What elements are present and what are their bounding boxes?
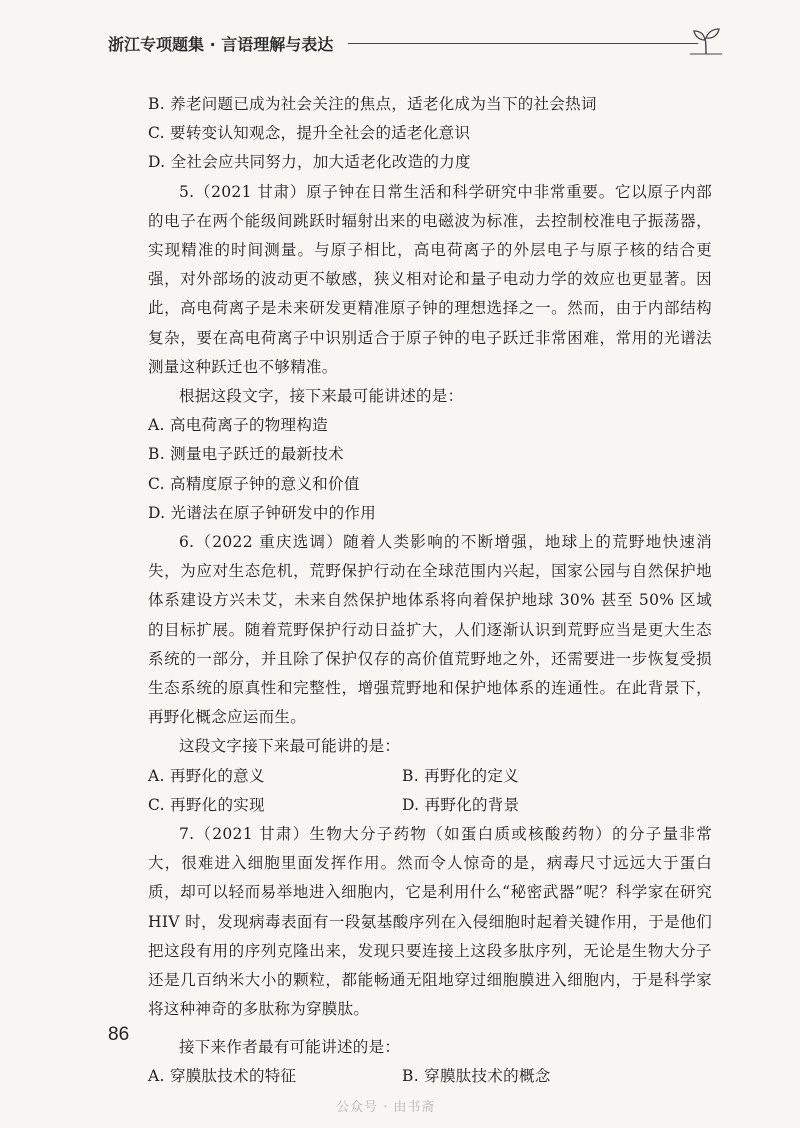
q6-options-row-1 [148,762,712,791]
q5-question: 根据这段文字，接下来最可能讲述的是： [179,387,464,406]
q6-option-b: B. 再野化的定义 [402,766,519,785]
q7-passage: 7.（2021 甘肃）生物大分子药物（如蛋白质或核酸药物）的分子量非常大，很难进入细胞里面发挥作用。然而令人惊奇的是，病毒尺寸远远大于蛋白质，却可以轻而易举地进入细胞内，它是利用什么“秘密武器”呢？科学家在研究 HIV 时，发现病毒表面有一段氨基酸序列在入侵细胞时起着关键作用，于是他们把这段有用的序列克隆出来，发现只要连接上这段多肽序列，无论是生物大分子还是几百纳米大小的颗粒，都能畅通无阻地穿过细胞膜进入细胞内，于是科学家将这种神奇的多肽称为穿膜肽。 [148,825,712,1019]
page-number: 86 [108,1024,130,1045]
q5-option-b: B. 测量电子跃迁的最新技术 [148,445,344,464]
watermark: 公众号 · 由书斋 [336,1100,436,1115]
q6-options-row-2 [148,791,712,820]
prev-option-d: D. 全社会应共同努力，加大适老化改造的力度 [148,153,471,172]
q5-option-d: D. 光谱法在原子钟研发中的作用 [148,503,377,522]
running-header [108,30,718,60]
q7-option-a: A. 穿膜肽技术的特征 [148,1066,297,1085]
q5-passage: 5.（2021 甘肃）原子钟在日常生活和科学研究中非常重要。它以原子内部的电子在两个能级间跳跃时辐射出来的电磁波为标准，去控制校准电子振荡器，实现精准的时间测量。与原子相比，高电荷离子的外层电子与原子核的结合更强，对外部场的波动更不敏感，狭义相对论和量子电动力学的效应也更显著。因此，高电荷离子是未来研发更精准原子钟的理想选择之一。然而，由于内部结构复杂，要在高电荷离子中识别适合于原子钟的电子跃迁非常困难，常用的光谱法测量这种跃迁也不够精准。 [148,182,712,376]
header-title: 浙江专项题集 · 言语理解与表达 [108,35,334,54]
sprout-icon [686,20,726,60]
page-content [148,90,712,1091]
prev-option-c: C. 要转变认知观念，提升全社会的适老化意识 [148,124,471,143]
header-rule [348,43,698,44]
q6-option-a: A. 再野化的意义 [148,766,265,785]
q6-question: 这段文字接下来最可能讲的是： [179,737,401,756]
prev-option-b: B. 养老问题已成为社会关注的焦点，适老化成为当下的社会热词 [148,95,597,113]
q6-passage: 6.（2022 重庆选调）随着人类影响的不断增强，地球上的荒野地快速消失，为应对生态危机，荒野保护行动在全球范围内兴起，国家公园与自然保护地体系建设方兴未艾，未来自然保护地体系将向着保护地球 30% 甚至 50% 区域的目标扩展。随着荒野保护行动日益扩大，人们逐渐认识到荒野应当是更大生态系统的一部分，并且除了保护仅存的高价值荒野地之外，还需要进一步恢复受损生态系统的原真性和完整性，增强荒野地和保护地体系的连通性。在此背景下，再野化概念应运而生。 [148,533,712,727]
q7-options-row-1 [148,1062,712,1091]
q7-option-b: B. 穿膜肽技术的概念 [402,1066,551,1085]
q5-option-a: A. 高电荷离子的物理构造 [148,416,328,435]
q5-option-c: C. 高精度原子钟的意义和价值 [148,474,360,493]
q6-option-c: C. 再野化的实现 [148,795,265,814]
q6-option-d: D. 再野化的背景 [402,795,520,814]
q7-question: 接下来作者最有可能讲述的是： [179,1037,401,1056]
